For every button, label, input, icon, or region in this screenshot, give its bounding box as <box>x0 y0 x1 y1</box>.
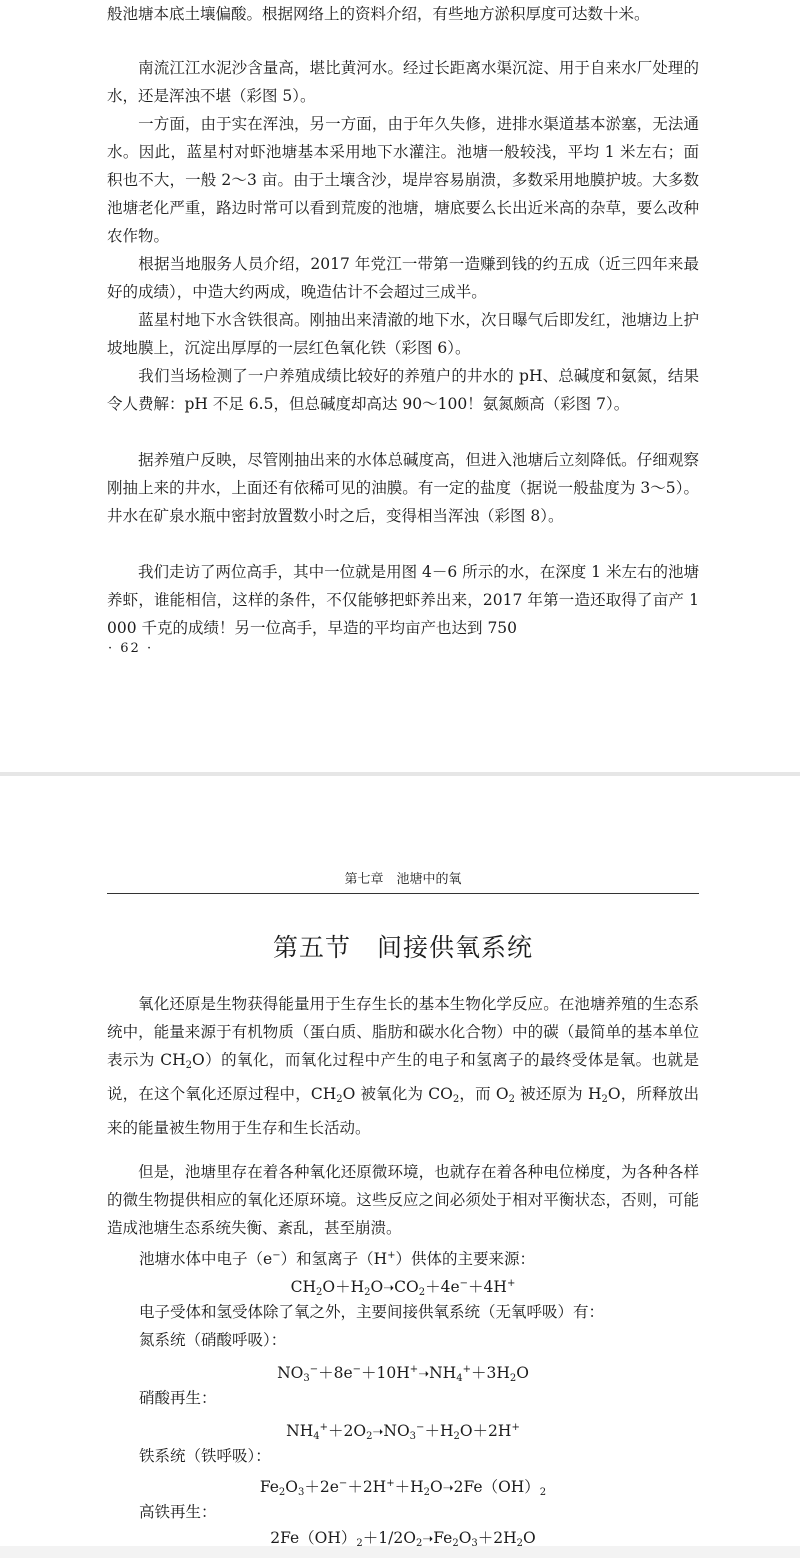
paragraph-7: 据养殖户反映，尽管刚抽出来的水体总碱度高，但进入池塘后立刻降低。仔细观察刚抽上来的井水，上面还有依稀可见的油膜。有一定的盐度（据说一般盐度为 3～5）。井水在矿泉水瓶中密封放置数小时之后，变得相当浑浊（彩图 8）。 <box>107 451 699 525</box>
paragraph-1: 般池塘本底土壤偏酸。根据网络上的资料介绍，有些地方淤积厚度可达数十米。 <box>107 5 650 23</box>
paragraph-3: 一方面，由于实在浑浊，另一方面，由于年久失修，进排水渠道基本淤塞，无法通水。因此，蓝星村对虾池塘基本采用地下水灌注。池塘一般较浅，平均 1 米左右；面积也不大，一般 2～3 亩。由于土壤含沙，堤岸容易崩溃，多数采用地膜护坡。大多数池塘老化严重，路边时常可以看到荒废的池塘，塘底要么长出近米高的杂草，要么改种农作物。 <box>107 115 699 245</box>
label-iron-system: 铁系统（铁呼吸）： <box>139 1447 271 1465</box>
equation-nitrate-respiration: $NO_3^-+8e^-+10H^+➝NH_4^++3H_2O$ <box>277 1364 529 1384</box>
header-rule <box>107 893 699 894</box>
paragraph-5: 蓝星村地下水含铁很高。刚抽出来清澈的地下水，次日曝气后即发红，池塘边上护坡地膜上，沉淀出厚厚的一层红色氧化铁（彩图 6）。 <box>107 311 699 357</box>
equation-iron-respiration: $Fe_2O_3+2e^-+2H^++H_2O➝2Fe(OH)_2$ <box>259 1478 547 1498</box>
page-number: · 62 · <box>108 641 154 656</box>
page-62 <box>0 0 800 772</box>
paragraph-6: 我们当场检测了一户养殖成绩比较好的养殖户的井水的 pH、总碱度和氨氮，结果令人费解：pH 不足 6.5，但总碱度却高达 90～100！氨氮颇高（彩图 7）。 <box>107 367 699 413</box>
paragraph-4: 根据当地服务人员介绍，2017 年党江一带第一造赚到钱的约五成（近三四年来最好的成绩），中造大约两成，晚造估计不会超过三成半。 <box>107 255 699 301</box>
donor-source-line: 池塘水体中电子（e−）和氢离子（H+）供体的主要来源： <box>139 1250 536 1268</box>
label-nitrate-regeneration: 硝酸再生： <box>139 1389 217 1407</box>
acceptor-line: 电子受体和氢受体除了氧之外，主要间接供氧系统（无氧呼吸）有： <box>139 1303 605 1321</box>
equation-nitrate-regeneration: $NH_4^++2O_2➝NO_3^-+H_2O+2H^+$ <box>286 1422 520 1442</box>
paragraph-2: 南流江江水泥沙含量高，堪比黄河水。经过长距离水渠沉淀、用于自来水厂处理的水，还是浑浊不堪（彩图 5）。 <box>107 59 699 105</box>
section-title: 第五节 间接供氧系统 <box>272 933 533 962</box>
label-nitrogen-system: 氮系统（硝酸呼吸）： <box>139 1331 287 1349</box>
paragraph-8: 我们走访了两位高手，其中一位就是用图 4－6 所示的水，在深度 1 米左右的池塘养虾，谁能相信，这样的条件，不仅能够把虾养出来，2017 年第一造还取得了亩产 1 000 千克的成绩！另一位高手，早造的平均亩产也达到 750 <box>107 563 699 637</box>
paragraph-redox: 氧化还原是生物获得能量用于生存生长的基本生物化学反应。在池塘养殖的生态系统中，能量来源于有机物质（蛋白质、脂肪和碳水化合物）中的碳（最简单的基本单位表示为 $CH_2O$）的氧化，而氧化过程中产生的电子和氢离子的最终受体是氧。也就是说，在这个氧化还原过程中，$CH_2O$ 被氧化为 $CO_2$，而 $O_2$ 被还原为 $H_2O$，所释放出来的能量被生物用于生存和生长活动。 <box>107 995 699 1137</box>
equation-oxidation: $CH_2O+H_2O➝CO_2+4e^-+4H^+$ <box>290 1278 516 1298</box>
equation-iron-regeneration: $2Fe(OH)_2+1/2O_2➝Fe_2O_3+2H_2O$ <box>270 1529 536 1549</box>
label-iron-regeneration: 高铁再生： <box>139 1503 217 1521</box>
paragraph-microenvironment: 但是，池塘里存在着各种氧化还原微环境，也就存在着各种电位梯度，为各种各样的微生物提供相应的氧化还原环境。这些反应之间必须处于相对平衡状态，否则，可能造成池塘生态系统失衡、紊乱，甚至崩溃。 <box>107 1163 699 1237</box>
running-head: 第七章 池塘中的氧 <box>344 872 462 887</box>
